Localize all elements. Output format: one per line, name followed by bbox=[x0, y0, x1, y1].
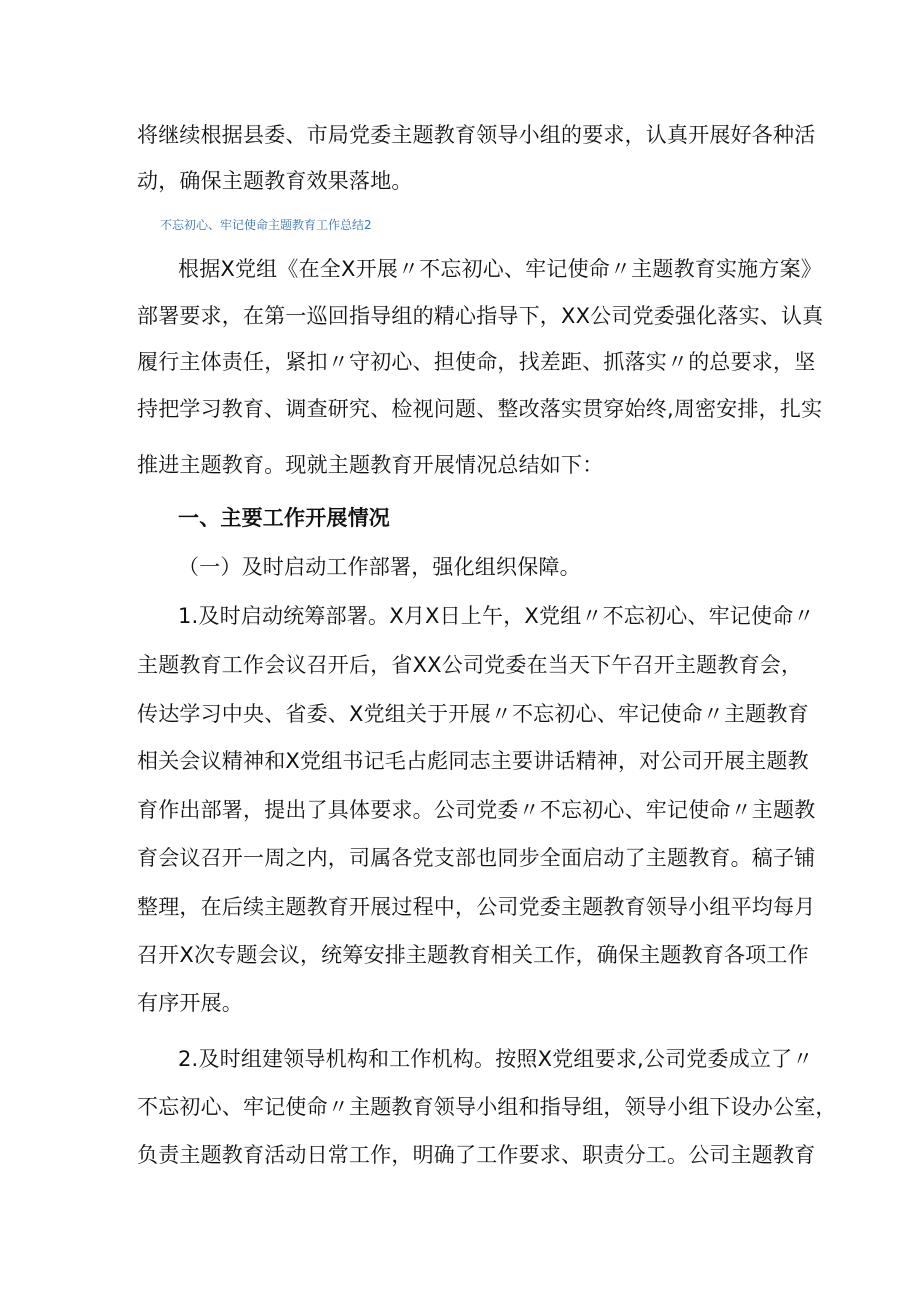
section-title-link[interactable]: 不忘初心、牢记使命主题教育工作总结2 bbox=[160, 218, 372, 232]
paragraph-line: 相关会议精神和X党组书记毛占彪同志主要讲话精神，对公司开展主题教 bbox=[137, 749, 809, 773]
paragraph-line: 履行主体责任，紧扣〃守初心、担使命，找差距、抓落实〃的总要求，坚 bbox=[137, 350, 816, 374]
paragraph-line: 1.及时启动统筹部署。X月X日上午，X党组〃不忘初心、牢记使命〃 bbox=[178, 604, 815, 628]
paragraph-line: 负责主题教育活动日常工作，明确了工作要求、职责分工。公司主题教育 bbox=[137, 1143, 816, 1167]
paragraph-line: 有序开展。 bbox=[137, 991, 243, 1015]
subsection-heading: （一）及时启动工作部署，强化组织保障。 bbox=[178, 555, 581, 579]
paragraph-line: 部署要求，在第一巡回指导组的精心指导下，XX公司党委强化落实、认真 bbox=[137, 304, 824, 328]
paragraph-line: 召开X次专题会议，统筹安排主题教育相关工作，确保主题教育各项工作 bbox=[137, 943, 809, 967]
paragraph-line: 主题教育工作会议召开后，省XX公司党委在当天下午召开主题教育会， bbox=[137, 653, 803, 677]
paragraph-line: 动，确保主题教育效果落地。 bbox=[137, 169, 413, 193]
paragraph-line: 不忘初心、牢记使命〃主题教育领导小组和指导组，领导小组下设办公室， bbox=[137, 1095, 837, 1119]
paragraph-line: 根据X党组《在全X开展〃不忘初心、牢记使命〃主题教育实施方案》 bbox=[178, 257, 822, 281]
paragraph-line: 持把学习教育、调查研究、检视问题、整改落实贯穿始终,周密安排，扎实 bbox=[137, 397, 823, 421]
paragraph-line: 育作出部署，提出了具体要求。公司党委〃不忘初心、牢记使命〃主题教 bbox=[137, 798, 816, 822]
paragraph-line: 育会议召开一周之内，司属各党支部也同步全面启动了主题教育。稿子铺 bbox=[137, 846, 816, 870]
paragraph-line: 2.及时组建领导机构和工作机构。按照X党组要求,公司党委成立了〃 bbox=[178, 1047, 814, 1071]
paragraph-line: 整理，在后续主题教育开展过程中，公司党委主题教育领导小组平均每月 bbox=[137, 895, 816, 919]
paragraph-line: 将继续根据县委、市局党委主题教育领导小组的要求，认真开展好各种活 bbox=[137, 123, 816, 147]
paragraph-line: 传达学习中央、省委、X党组关于开展〃不忘初心、牢记使命〃主题教育 bbox=[137, 702, 809, 726]
paragraph-line: 推进主题教育。现就主题教育开展情况总结如下： bbox=[137, 453, 604, 477]
section-heading: 一、主要工作开展情况 bbox=[178, 506, 390, 530]
